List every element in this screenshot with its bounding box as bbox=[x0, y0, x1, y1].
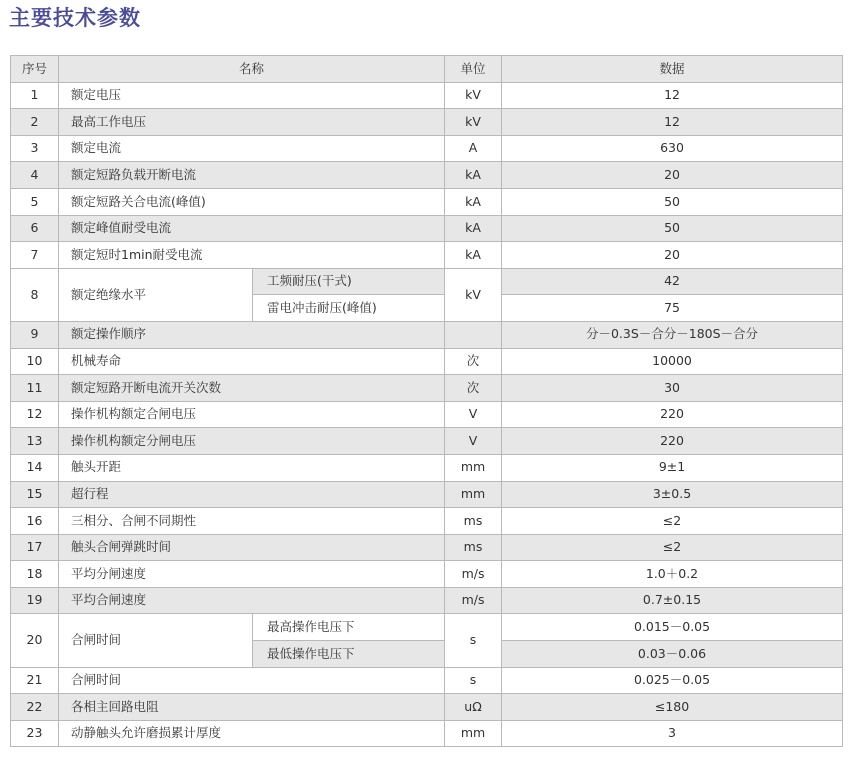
row-no: 11 bbox=[11, 375, 59, 402]
row-no: 1 bbox=[11, 82, 59, 109]
row-unit: V bbox=[445, 428, 502, 455]
row-name: 额定峰值耐受电流 bbox=[59, 215, 445, 242]
table-row bbox=[11, 268, 843, 295]
row-value: 12 bbox=[502, 109, 843, 136]
row-value: ≤2 bbox=[502, 508, 843, 535]
row-name: 额定短时1min耐受电流 bbox=[59, 242, 445, 269]
row-unit: 次 bbox=[445, 348, 502, 375]
row-unit: 次 bbox=[445, 375, 502, 402]
table-row bbox=[11, 720, 843, 747]
row-name: 动静触头允许磨损累计厚度 bbox=[59, 720, 445, 747]
row-value: 0.03－0.06 bbox=[502, 641, 843, 668]
table-row bbox=[11, 667, 843, 694]
row-no: 10 bbox=[11, 348, 59, 375]
row-unit: kV bbox=[445, 109, 502, 136]
row-unit: s bbox=[445, 667, 502, 694]
row-name: 额定短路关合电流(峰值) bbox=[59, 188, 445, 215]
row-unit: mm bbox=[445, 454, 502, 481]
row-name: 额定绝缘水平 bbox=[59, 268, 253, 321]
row-no: 12 bbox=[11, 401, 59, 428]
table-row bbox=[11, 428, 843, 455]
table-row bbox=[11, 135, 843, 162]
table-header-row bbox=[11, 56, 843, 83]
page-title: 主要技术参数 bbox=[9, 6, 141, 30]
row-unit: V bbox=[445, 401, 502, 428]
row-name: 额定电流 bbox=[59, 135, 445, 162]
table-row bbox=[11, 321, 843, 348]
row-name: 超行程 bbox=[59, 481, 445, 508]
row-no: 13 bbox=[11, 428, 59, 455]
row-unit: kA bbox=[445, 242, 502, 269]
row-value: 30 bbox=[502, 375, 843, 402]
row-no: 20 bbox=[11, 614, 59, 667]
table-row bbox=[11, 82, 843, 109]
header-no: 序号 bbox=[11, 56, 59, 83]
row-no: 17 bbox=[11, 534, 59, 561]
table-row bbox=[11, 534, 843, 561]
row-value: 3 bbox=[502, 720, 843, 747]
row-value: 220 bbox=[502, 428, 843, 455]
row-no: 8 bbox=[11, 268, 59, 321]
row-value: 20 bbox=[502, 162, 843, 189]
row-value: 20 bbox=[502, 242, 843, 269]
row-subname: 最高操作电压下 bbox=[253, 614, 445, 641]
table-row bbox=[11, 587, 843, 614]
row-name: 额定短路负载开断电流 bbox=[59, 162, 445, 189]
row-value: 分－0.3S－合分－180S－合分 bbox=[502, 321, 843, 348]
table-row bbox=[11, 614, 843, 641]
row-value: 12 bbox=[502, 82, 843, 109]
row-name: 最高工作电压 bbox=[59, 109, 445, 136]
row-name: 平均分闸速度 bbox=[59, 561, 445, 588]
row-no: 22 bbox=[11, 694, 59, 721]
row-name: 平均合闸速度 bbox=[59, 587, 445, 614]
row-value: 0.025－0.05 bbox=[502, 667, 843, 694]
row-unit: m/s bbox=[445, 561, 502, 588]
row-value: 1.0＋0.2 bbox=[502, 561, 843, 588]
row-no: 15 bbox=[11, 481, 59, 508]
table-row bbox=[11, 694, 843, 721]
row-unit: mm bbox=[445, 481, 502, 508]
row-no: 9 bbox=[11, 321, 59, 348]
row-unit: ms bbox=[445, 508, 502, 535]
row-subname: 工频耐压(干式) bbox=[253, 268, 445, 295]
row-no: 7 bbox=[11, 242, 59, 269]
row-unit: kA bbox=[445, 215, 502, 242]
header-value: 数据 bbox=[502, 56, 843, 83]
table-row bbox=[11, 348, 843, 375]
table-row bbox=[11, 188, 843, 215]
table-row bbox=[11, 215, 843, 242]
row-no: 23 bbox=[11, 720, 59, 747]
table-row bbox=[11, 242, 843, 269]
row-no: 5 bbox=[11, 188, 59, 215]
row-name: 操作机构额定合闸电压 bbox=[59, 401, 445, 428]
header-unit: 单位 bbox=[445, 56, 502, 83]
row-name: 各相主回路电阻 bbox=[59, 694, 445, 721]
row-no: 18 bbox=[11, 561, 59, 588]
row-no: 16 bbox=[11, 508, 59, 535]
row-value: 75 bbox=[502, 295, 843, 322]
table-row bbox=[11, 561, 843, 588]
row-value: 50 bbox=[502, 188, 843, 215]
row-no: 19 bbox=[11, 587, 59, 614]
row-name: 触头开距 bbox=[59, 454, 445, 481]
table-row bbox=[11, 481, 843, 508]
row-value: ≤2 bbox=[502, 534, 843, 561]
row-no: 21 bbox=[11, 667, 59, 694]
row-unit bbox=[445, 321, 502, 348]
row-unit: uΩ bbox=[445, 694, 502, 721]
row-value: 42 bbox=[502, 268, 843, 295]
row-subname: 雷电冲击耐压(峰值) bbox=[253, 295, 445, 322]
row-unit: s bbox=[445, 614, 502, 667]
table-row bbox=[11, 401, 843, 428]
row-value: 3±0.5 bbox=[502, 481, 843, 508]
row-name: 合闸时间 bbox=[59, 614, 253, 667]
row-no: 4 bbox=[11, 162, 59, 189]
row-unit: mm bbox=[445, 720, 502, 747]
row-name: 合闸时间 bbox=[59, 667, 445, 694]
row-value: 0.7±0.15 bbox=[502, 587, 843, 614]
table-row bbox=[11, 162, 843, 189]
row-unit: m/s bbox=[445, 587, 502, 614]
table-row bbox=[11, 508, 843, 535]
header-name: 名称 bbox=[59, 56, 445, 83]
table-row bbox=[11, 454, 843, 481]
row-unit: A bbox=[445, 135, 502, 162]
row-name: 三相分、合闸不同期性 bbox=[59, 508, 445, 535]
row-unit: kA bbox=[445, 188, 502, 215]
row-name: 触头合闸弹跳时间 bbox=[59, 534, 445, 561]
row-name: 机械寿命 bbox=[59, 348, 445, 375]
row-value: 220 bbox=[502, 401, 843, 428]
row-name: 额定操作顺序 bbox=[59, 321, 445, 348]
row-value: ≤180 bbox=[502, 694, 843, 721]
row-value: 0.015－0.05 bbox=[502, 614, 843, 641]
row-value: 50 bbox=[502, 215, 843, 242]
row-subname: 最低操作电压下 bbox=[253, 641, 445, 668]
row-name: 操作机构额定分闸电压 bbox=[59, 428, 445, 455]
row-no: 3 bbox=[11, 135, 59, 162]
row-value: 10000 bbox=[502, 348, 843, 375]
row-value: 630 bbox=[502, 135, 843, 162]
row-name: 额定电压 bbox=[59, 82, 445, 109]
row-no: 14 bbox=[11, 454, 59, 481]
row-no: 2 bbox=[11, 109, 59, 136]
table-row bbox=[11, 375, 843, 402]
row-no: 6 bbox=[11, 215, 59, 242]
row-unit: kA bbox=[445, 162, 502, 189]
spec-table bbox=[10, 55, 843, 747]
row-value: 9±1 bbox=[502, 454, 843, 481]
row-name: 额定短路开断电流开关次数 bbox=[59, 375, 445, 402]
table-row bbox=[11, 109, 843, 136]
row-unit: kV bbox=[445, 82, 502, 109]
row-unit: kV bbox=[445, 268, 502, 321]
row-unit: ms bbox=[445, 534, 502, 561]
